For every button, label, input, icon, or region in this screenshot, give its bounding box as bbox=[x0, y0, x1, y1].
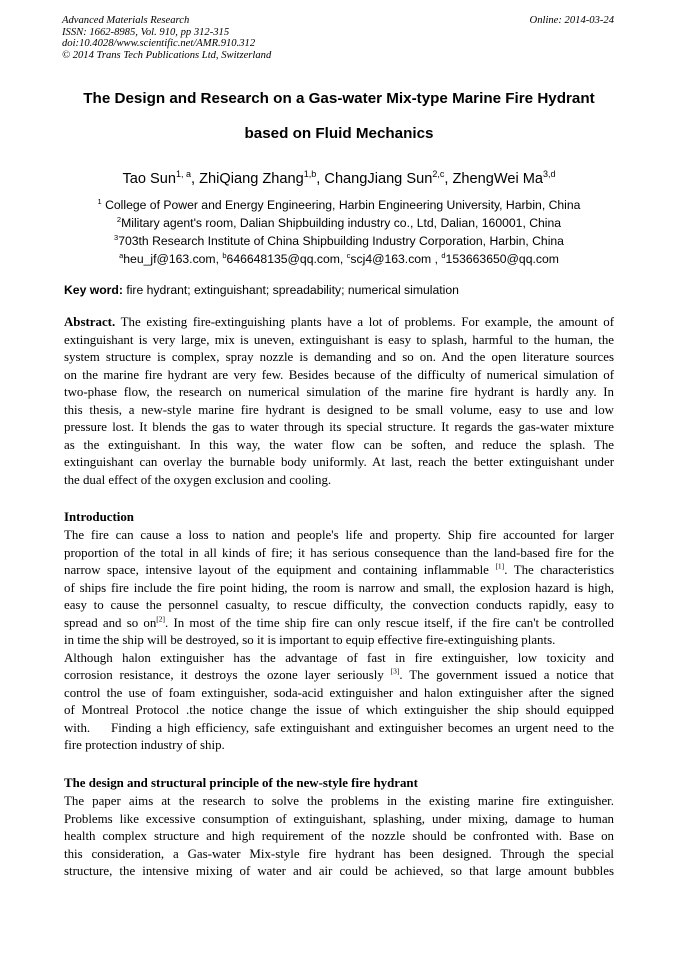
online-date: Online: 2014-03-24 bbox=[529, 15, 614, 26]
affiliation bbox=[40, 233, 638, 248]
affiliation-text: College of Power and Energy Engineering, Harbin Engineering University, Harbin, China bbox=[105, 198, 581, 213]
body-line: this consideration, a Gas-water Mix-style fire hydrant has been designed. Through the special bbox=[64, 846, 614, 861]
affiliation-mark: 1 bbox=[97, 197, 102, 206]
author-affiliation-mark: 2,c bbox=[432, 169, 445, 179]
journal-header bbox=[62, 15, 271, 61]
affiliation bbox=[40, 215, 638, 230]
body-line: easy to cause the personnel casualty, to rescue difficulty, the convection conducts rapidly, easy to bbox=[64, 598, 614, 612]
abstract-line: as the extinguishant. In this way, the water flow can be soften, and reduce the splash. The bbox=[64, 437, 614, 452]
affiliation-text: 703th Research Institute of China Shipbuilding Industry Corporation, Harbin, China bbox=[118, 234, 564, 249]
abstract-line: pressure lost. It blends the gas to water through its special structure. It regards the gas-water mixture bbox=[64, 420, 614, 434]
keywords-text: fire hydrant; extinguishant; spreadability; numerical simulation bbox=[126, 283, 459, 297]
body-text: . In most of the time ship fire can only rescue itself, if the fire can't be controlled bbox=[165, 615, 614, 630]
body-line: Although halon extinguisher has the advantage of fast in fire extinguisher, low toxicity and bbox=[64, 650, 614, 665]
journal-issn: ISSN: 1662-8985, Vol. 910, pp 312-315 bbox=[62, 26, 230, 38]
body-line: of ships fire include the fire point hiding, the room is narrow and small, the explosion hazard is high, bbox=[64, 580, 614, 595]
email-address: scj4@163.com , bbox=[350, 252, 438, 267]
abstract-line: extinguishant can overlay the burnable body uniformly. At last, reach the better extinguishant under bbox=[64, 455, 614, 469]
body-line: structure, the intensive mixing of water and air could be achieved, so that large amount bubbles bbox=[64, 864, 614, 878]
affiliation-mark: 2 bbox=[116, 215, 122, 224]
affiliation bbox=[40, 197, 638, 212]
citation-ref: [3] bbox=[390, 666, 400, 676]
citation-ref: [1] bbox=[495, 561, 505, 571]
author-affiliation-mark: 1, a bbox=[176, 169, 192, 179]
email-address: heu_jf@163.com, bbox=[123, 252, 219, 267]
design-body bbox=[64, 793, 614, 881]
author-affiliation-mark: 1,b bbox=[303, 169, 317, 179]
email-mark: d bbox=[441, 251, 446, 260]
keywords-label: Key word: bbox=[64, 283, 123, 297]
email-mark: a bbox=[119, 251, 124, 260]
author-name: ChangJiang Sun bbox=[324, 170, 433, 187]
abstract-line: the dual effect of the oxygen exclusion and cooling. bbox=[64, 472, 332, 487]
keywords bbox=[64, 283, 459, 297]
citation-ref: [2] bbox=[156, 614, 166, 624]
author-affiliation-mark: 3,d bbox=[543, 169, 556, 179]
email-list bbox=[40, 251, 638, 266]
journal-copyright: © 2014 Trans Tech Publications Ltd, Switzerland bbox=[62, 49, 272, 61]
body-text: narrow space, intensive layout of the equipment and containing inflammable bbox=[64, 563, 489, 577]
abstract-line: this thesis, a new-style marine fire hydrant is designed to be small volume, easy to use and low bbox=[64, 402, 614, 417]
email-address: 153663650@qq.com bbox=[445, 252, 559, 267]
affiliation-mark: 3 bbox=[114, 233, 119, 242]
journal-doi: doi:10.4028/www.scientific.net/AMR.910.312 bbox=[62, 38, 256, 50]
paper-title-line-2: based on Fluid Mechanics bbox=[244, 125, 434, 142]
body-line: of Montreal Protocol .the notice change the issue of which extinguisher the ship should equipped bbox=[64, 703, 614, 717]
body-text: corrosion resistance, it destroys the ozone layer seriously bbox=[64, 668, 384, 682]
body-line: health complex structure and high requirement of the nozzle should be confronted with. Base on bbox=[64, 829, 614, 843]
body-line: with. Finding a high efficiency, safe extinguishant and extinguisher becomes an urgent need to the bbox=[64, 720, 614, 735]
abstract-label: Abstract. bbox=[64, 315, 116, 329]
author-name: ZhiQiang Zhang bbox=[199, 170, 304, 187]
affiliation-text: Military agent's room, Dalian Shipbuilding industry co., Ltd, Dalian, 160001, China bbox=[121, 216, 562, 231]
email-mark: b bbox=[222, 251, 227, 260]
paper-title-line-1: The Design and Research on a Gas-water Mix-type Marine Fire Hydrant bbox=[83, 90, 595, 107]
email-mark: c bbox=[346, 251, 351, 260]
body-line: The fire can cause a loss to nation and people's life and property. Ship fire accounted for larger bbox=[64, 528, 614, 542]
body-text: spread and so on bbox=[64, 615, 157, 630]
abstract-line: The existing fire-extinguishing plants have a lot of problems. For example, the amount of bbox=[120, 315, 614, 329]
body-line: The paper aims at the research to solve the problems in the existing marine fire extinguisher. bbox=[64, 794, 614, 808]
abstract-line: extinguishant is very large, mix is uneven, extinguishant is easy to splash, harmful to the human, the bbox=[64, 332, 614, 347]
author-name: ZhengWei Ma bbox=[452, 170, 544, 187]
author-list: Tao Sun$^{1, a}$, ZhiQiang Zhang$^{1,b}$, ChangJiang Sun$^{2,c}$, ZhengWei Ma$^{3,d}$ bbox=[122, 169, 556, 187]
body-line: in time the ship will be destroyed, so it is important to equip effective fire-extinguishing plants. bbox=[64, 633, 556, 647]
body-line: proportion of the total in all kinds of fire; it has serious consequence than the land-based fire for the bbox=[64, 545, 614, 560]
body-line: Problems like excessive consumption of extinguishant, splashing, under mixing, damage to human bbox=[64, 811, 614, 826]
abstract-line: on the marine fire hydrant are very few. Besides because of the difficulty of numerical simulation of bbox=[64, 367, 614, 382]
journal-name: Advanced Materials Research bbox=[62, 15, 190, 26]
body-line: fire protection industry of ship. bbox=[64, 738, 225, 752]
body-line: control the use of foam extinguisher, soda-acid extinguisher and halon extinguisher after the signed bbox=[64, 685, 614, 700]
author-name: Tao Sun bbox=[122, 170, 176, 187]
email-address: 646648135@qq.com, bbox=[226, 252, 344, 267]
abstract bbox=[64, 314, 614, 489]
abstract-line: system structure is complex, spray nozzle is demanding and so on. And the open literature sources bbox=[64, 350, 614, 364]
body-text: . The characteristics bbox=[504, 563, 614, 577]
introduction-body bbox=[64, 527, 614, 755]
body-text: . The government issued a notice that bbox=[399, 668, 614, 682]
section-heading-design: The design and structural principle of the new-style fire hydrant bbox=[64, 776, 418, 790]
abstract-line: two-phase flow, the research on numerical simulation of the marine fire hydrant is hardly any. In bbox=[64, 385, 614, 399]
section-heading-introduction: Introduction bbox=[64, 510, 134, 524]
